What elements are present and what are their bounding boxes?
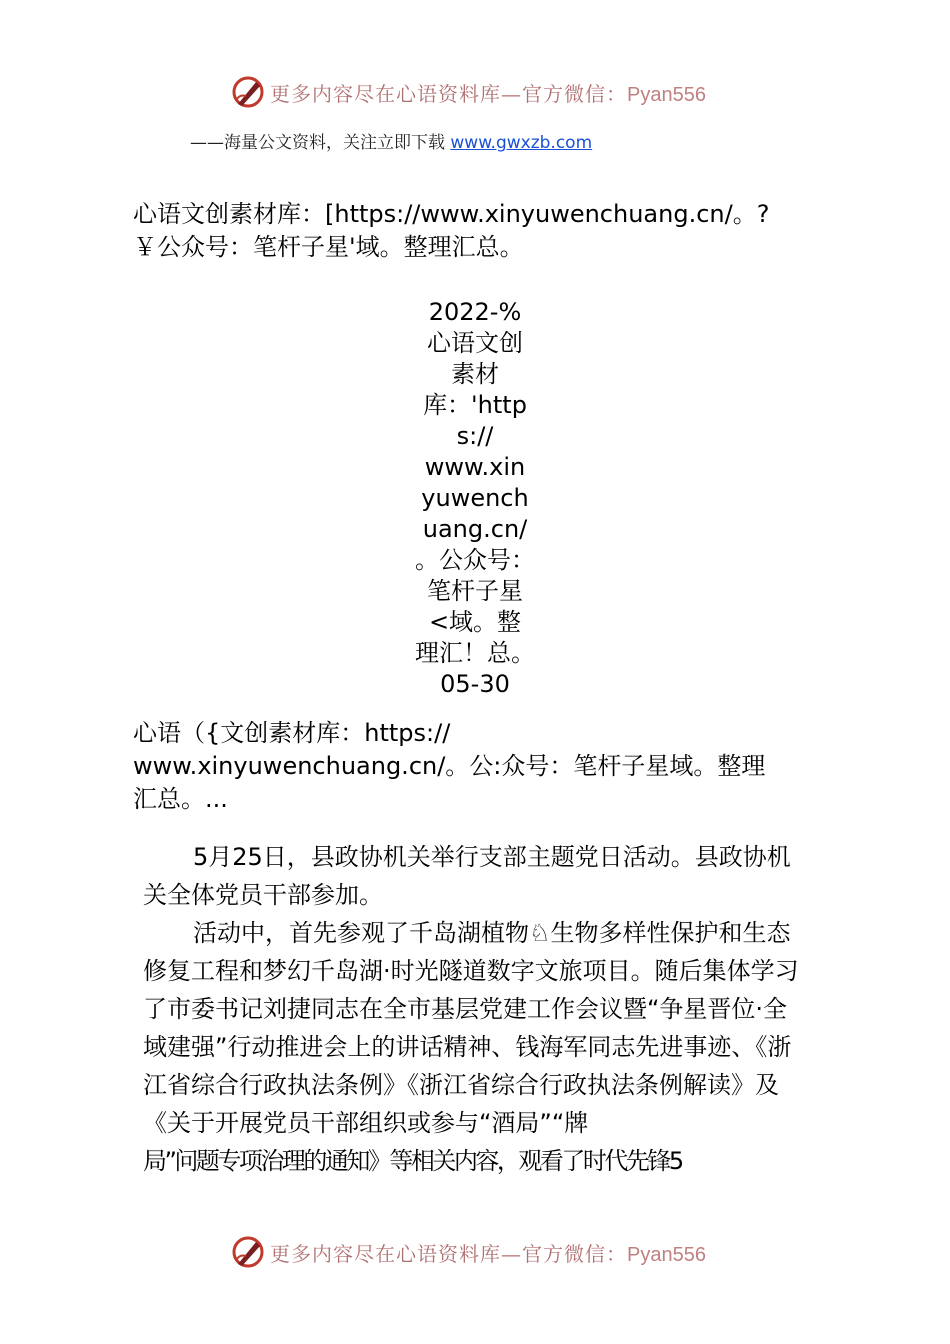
subline-prefix: ——海量公文资料，关注立即下载 [190,133,451,153]
footer-banner-id: Pyan556 [627,1243,706,1266]
center-block [395,297,555,700]
center-line: 2022-% [428,298,522,326]
center-line: 理汇！总。 [415,639,535,667]
body-paragraph-2 [143,914,808,1180]
center-line: 库：'http [423,391,527,419]
subline-link[interactable]: www.gwxzb.com [450,133,593,153]
pen-logo-icon [230,74,266,110]
center-line: www.xin [424,453,526,481]
header-subline [190,128,592,153]
pen-logo-icon [230,1234,266,1270]
center-line: 素材 [451,360,499,388]
center-line: 。公众号： [415,546,535,574]
header-banner [230,72,730,112]
center-line: <域。整 [428,608,522,636]
footer-banner-text: 更多内容尽在心语资料库—官方微信：Pyan556 [270,1241,706,1266]
center-line: 05-30 [440,670,510,698]
intro-text: 心语文创素材库：[https://www.xinyuwenchuang.cn/。? ￥公众号：笔杆子星'域。整理汇总。 [133,200,770,261]
summary-text: 心语（{文创素材库：https:// www.xinyuwenchuang.cn/。公:众号：笔杆子星域。整理 汇总。... [133,719,766,813]
paragraph-1-text: 5月25日，县政协机关举行支部主题党日活动。县政协机关全体党员干部参加。 [143,843,791,909]
center-line: uang.cn/ [422,515,528,543]
paragraph-2-text: 活动中，首先参观了千岛湖植物♘生物多样性保护和生态修复工程和梦幻千岛湖·时光隧道数字文旅项目。随后集体学习了市委书记刘捷同志在全市基层党建工作会议暨“争星晋位·全域建强”行动推进会上的讲话精神、钱海军同志先进事迹、《浙江省综合行政执法条例》《浙江省综合行政执法条例解读》及《关于开展党员干部组织或参与“酒局”“牌 [143,919,799,1137]
center-line: 心语文创 [427,329,523,357]
center-line: s:// [456,422,494,450]
footer-banner [230,1232,730,1272]
header-banner-id: Pyan556 [627,83,706,106]
header-banner-text: 更多内容尽在心语资料库—官方微信：Pyan556 [270,81,706,106]
paragraph-2-last-line: 局”问题专项治理的通知》等相关内容，观看了时代先锋5 [143,1147,682,1175]
body-paragraph-1 [143,838,808,914]
center-line: 笔杆子星 [427,577,523,605]
center-line: yuwench [421,484,529,512]
